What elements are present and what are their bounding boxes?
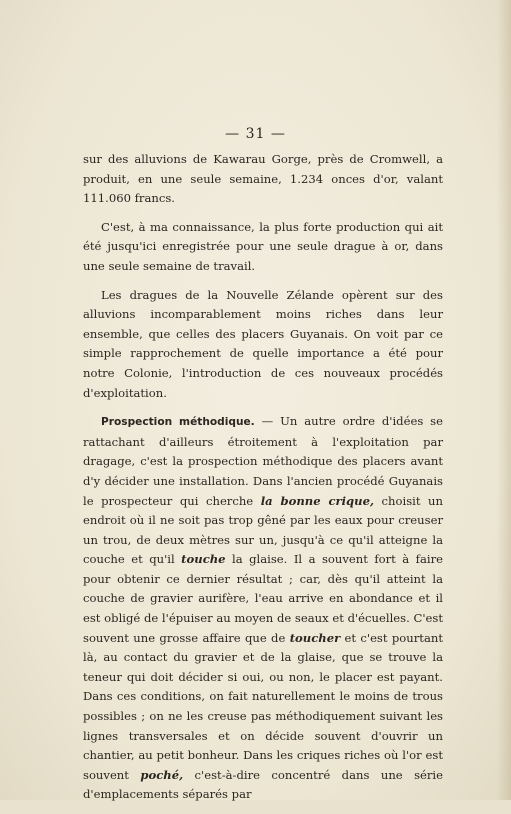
paragraph-1: sur des alluvions de Kawarau Gorge, près de Cromwell, a produit, en une seule semaine, 1.234 onces d'or, valant 111.060 francs. [83, 152, 443, 206]
emphasis-text: touche [181, 552, 226, 567]
page-edge-shading [497, 0, 511, 800]
emphasis-text: poché, [140, 767, 184, 782]
text-run: — Un autre ordre d'idées se rattachant d'ailleurs étroitement à l'exploitation par dragage, c'est la prospection méthodique des placers avant d'y décider une installation. Dans l'ancien procédé Guyanais le prospecteur qui cherche [83, 414, 443, 508]
paragraph-2: C'est, à ma connaissance, la plus forte production qui ait été jusqu'ici enregistrée pour une seule drague à or, dans une seule semaine de travail. [83, 219, 443, 273]
section-heading: Prospection méthodique. [101, 416, 255, 429]
text-run: et c'est pourtant là, au contact du gravier et de la glaise, que se trouve la teneur qui doit décider si oui, ou non, le placer est payant. Dans ces conditions, on fait naturellement le moins de trous possibles ; on ne les creuse pas méthodiquement suivant les lignes transversales et on décide souvent d'ouvrir un chantier, au petit bonheur. Dans les criques riches où l'or est souvent [83, 630, 443, 782]
paragraph-4 [83, 412, 443, 805]
text-run: choisit un endroit où il ne soit pas trop gêné par les eaux pour creuser un trou, de deux mètres sur un, jusqu'à ce qu'il atteigne la couche et qu'il [83, 493, 443, 567]
page-number: — 31 — [225, 126, 286, 142]
emphasis-text: toucher [289, 630, 341, 645]
emphasis-text: la bonne crique, [260, 493, 375, 508]
paragraph-3: Les dragues de la Nouvelle Zélande opèrent sur des alluvions incomparablement moins riches dans leur ensemble, que celles des placers Guyanais. On voit par ce simple rapprochement de quelle importance a été pour notre Colonie, l'introduction de ces nouveaux procédés d'exploitation. [83, 287, 443, 400]
page-body [83, 150, 443, 814]
text-run: c'est-à-dire concentré dans une série d'emplacements séparés par [83, 767, 443, 802]
text-run: la glaise. Il a souvent fort à faire pour obtenir ce dernier résultat ; car, dès qu'il atteint la couche de gravier aurifère, l'eau arrive en abondance et il est obligé de l'épuiser au moyen de seaux et d'écuelles. C'est souvent une grosse affaire que de [83, 552, 443, 645]
